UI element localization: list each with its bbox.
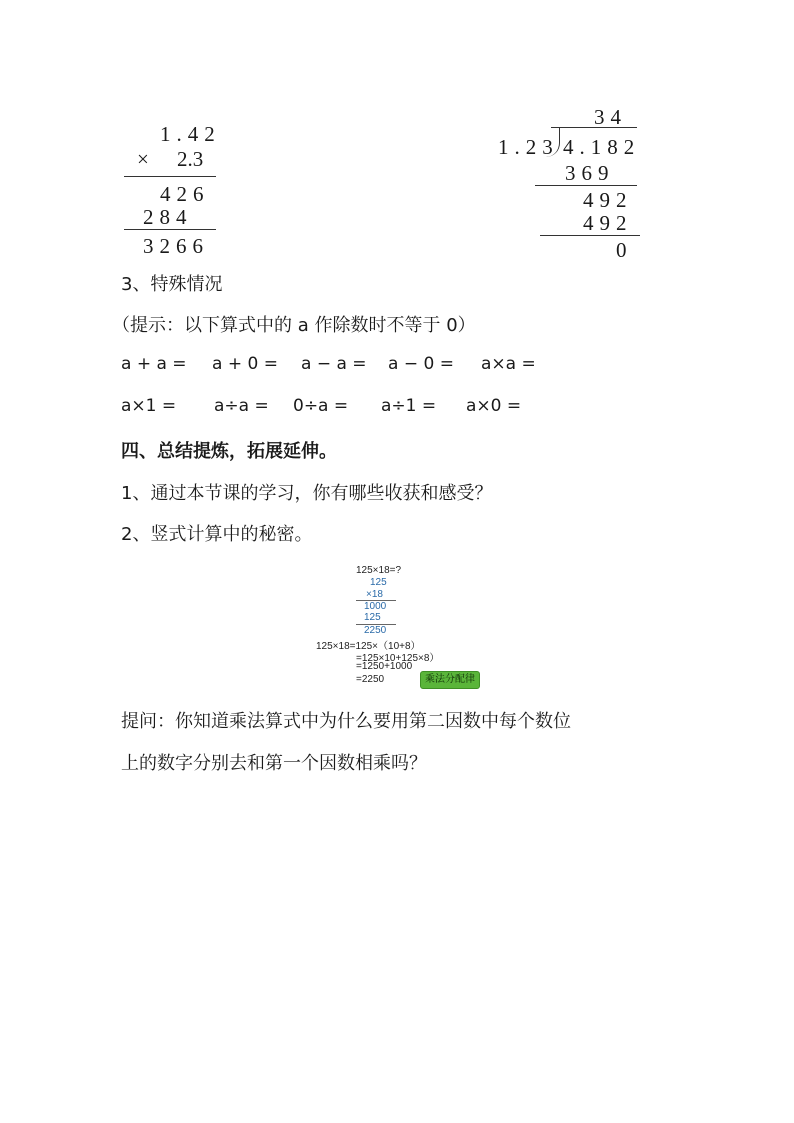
factor1: 1.42 xyxy=(160,122,221,146)
divisor: 1.23 xyxy=(498,135,559,159)
multiply-operator: × xyxy=(137,147,149,171)
figure-text: 2250 xyxy=(364,625,387,636)
distributive-law-badge: 乘法分配律 xyxy=(420,671,480,689)
hint-text: （提示：以下算式中的 a 作除数时不等于 0） xyxy=(112,315,476,336)
figure-text: 125 xyxy=(364,612,381,623)
expression: a + 0 = xyxy=(212,354,278,374)
expression: a÷1 = xyxy=(381,396,437,416)
expression: a×a = xyxy=(481,354,536,374)
rule-line xyxy=(540,235,640,236)
figure-text: 125×18=125×（10+8） xyxy=(316,641,421,652)
figure-text: 125 xyxy=(370,577,387,588)
product: 3266 xyxy=(143,234,209,258)
rule-line xyxy=(124,176,216,177)
division-step-2: 492 xyxy=(583,188,633,212)
factor2: 2.3 xyxy=(177,147,204,171)
figure-text: ×18 xyxy=(366,589,383,600)
expression: a − 0 = xyxy=(388,354,454,374)
rule-line xyxy=(124,229,216,230)
section-heading: 3、特殊情况 xyxy=(121,274,223,295)
figure-text: =125×10+125×8） xyxy=(356,653,440,664)
dividend: 4.182 xyxy=(563,135,641,159)
figure-text: =2250 xyxy=(356,674,385,685)
remainder: 0 xyxy=(616,238,627,262)
division-step-3: 492 xyxy=(583,211,633,235)
figure-text: 125×18=? xyxy=(356,565,402,576)
expression: a×1 = xyxy=(121,396,177,416)
question-item: 1、通过本节课的学习，你有哪些收获和感受？ xyxy=(121,483,493,504)
figure-text: 1000 xyxy=(364,601,387,612)
partial-product-1: 426 xyxy=(160,182,210,206)
expression: a÷a = xyxy=(214,396,269,416)
expression: a×0 = xyxy=(466,396,522,416)
question-item: 2、竖式计算中的秘密。 xyxy=(121,524,313,545)
section-heading: 四、总结提炼，拓展延伸。 xyxy=(121,441,337,462)
expression: a − a = xyxy=(301,354,367,374)
expression: 0÷a = xyxy=(293,396,349,416)
question-line: 上的数字分别去和第一个因数相乘吗？ xyxy=(121,753,427,774)
figure-text: =1250+1000 xyxy=(356,661,413,672)
expression: a + a = xyxy=(121,354,187,374)
question-line: 提问：你知道乘法算式中为什么要用第二因数中每个数位 xyxy=(121,711,571,732)
rule-line xyxy=(535,185,637,186)
distributive-law-figure xyxy=(314,563,484,691)
partial-product-2: 284 xyxy=(143,205,193,229)
division-step-1: 369 xyxy=(565,161,615,185)
quotient: 34 xyxy=(594,105,627,129)
